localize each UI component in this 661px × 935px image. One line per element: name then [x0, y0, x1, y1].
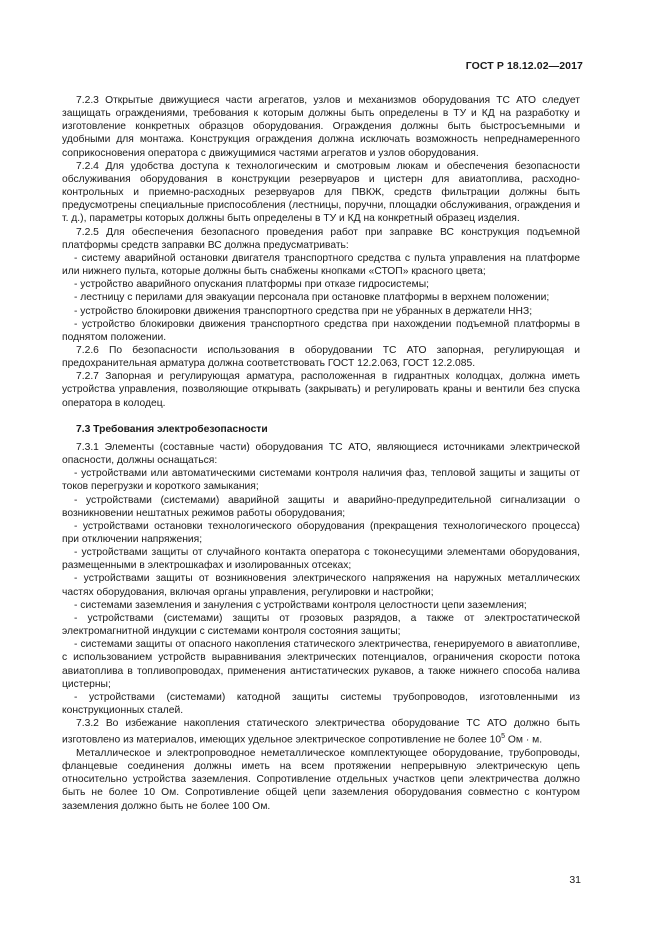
- paragraph-7-2-6: 7.2.6 По безопасности использования в оборудовании ТС АТО запорная, регулирующая и предохранительная арматура должна соответствовать ГОСТ 12.2.063, ГОСТ 12.2.085.: [62, 344, 580, 370]
- list-item: - лестницу с перилами для эвакуации персонала при остановке платформы в верхнем положении;: [74, 292, 550, 304]
- paragraph-7-2-5: 7.2.5 Для обеспечения безопасного проведения работ при заправке ВС конструкция подъемной платформы средств заправки ВС должна предусматривать:: [62, 226, 580, 251]
- standard-header: ГОСТ Р 18.12.02—2017: [465, 60, 583, 72]
- paragraph-7-3-2-text: 7.3.2 Во избежание накопления статического электричества оборудование ТС АТО должно быть изготовлено из материалов, имеющих удельное электрическое сопротивление не более 10: [62, 718, 580, 746]
- paragraph-7-3-2: [62, 717, 580, 747]
- paragraph-7-3-1: 7.3.1 Элементы (составные части) оборудования ТС АТО, являющиеся источниками электрической опасности, должны оснащаться:: [62, 441, 580, 467]
- section-heading: 7.3 Требования электробезопасности: [76, 423, 268, 435]
- list-item: - систему аварийной остановки двигателя транспортного средства с пульта управления на платформе или нижнего пульта, которые должны быть снабжены кнопками «СТОП» красного цвета;: [62, 252, 580, 278]
- list-item: - устройствами остановки технологического оборудования (прекращения технологического процесса) при отключении напряжения;: [62, 520, 580, 545]
- list-item: - системами заземления и зануления с устройствами контроля целостности цепи заземления;: [74, 599, 527, 611]
- list-item: - устройствами (системами) аварийной защиты и аварийно-предупредительной сигнализации о возникновении нештатных режимов работы оборудования;: [62, 494, 580, 519]
- list-item: - устройствами (системами) защиты от грозовых разрядов, а также от электростатической электромагнитной индукции с системами контроля состояния защиты;: [62, 612, 580, 638]
- list-item: - устройствами или автоматическими системами контроля наличия фаз, тепловой защиты и защиты от токов перегрузки и короткого замыкания;: [62, 468, 580, 493]
- list-item: - устройство блокировки движения транспортного средства при нахождении подъемной платформы в поднятом положении.: [62, 318, 580, 343]
- document-body: [62, 94, 580, 813]
- list-item: - системами защиты от опасного накопления статического электричества, генерируемого в авиатопливе, с использованием устройств выравнивания электрических потенциалов, ограничения скорости потока авиатоплива в топливопроводах, применения антистатических рукавов, а также нижнего способа налива цистерны;: [62, 639, 580, 690]
- paragraph-7-2-3: 7.2.3 Открытые движущиеся части агрегатов, узлов и механизмов оборудования ТС АТО следует защищать ограждениями, требования к которым должны быть определены в ТУ и КД на разработку и изготовление конкретных образцов оборудования. Ограждения должны быть быстросъемными и удобными для монтажа. Конструкция ограждения должна исключать возможность непреднамеренного соприкосновения оператора с движущимися частями агрегатов и узлов оборудования.: [62, 95, 580, 159]
- list-item: - устройство блокировки движения транспортного средства при не убранных в держатели ННЗ;: [74, 305, 533, 317]
- list-item: - устройствами защиты от случайного контакта оператора с токонесущими элементами оборудования, размещенными в электрошкафах и изолированных отсеках;: [62, 547, 580, 572]
- list-item: - устройствами (системами) катодной защиты системы трубопроводов, изготовленными из конструкционных сталей.: [62, 691, 580, 717]
- paragraph-7-2-4: 7.2.4 Для удобства доступа к технологическим и смотровым люкам и обеспечения безопасности обслуживания оборудования в конструкции резервуаров и цистерн для авиатоплива, расходно-контрольных и приемно-расходных резервуаров для ПВКЖ, средств фильтрации должны быть предусмотрены специальные приспособления (лестницы, поручни, площадки обслуживания, ограждения и т. д.), параметры которых должны быть определены в ТУ и КД на конкретный образец изделия.: [62, 160, 580, 225]
- paragraph-grounding: Металлическое и электропроводное неметаллическое комплектующее оборудование, трубопроводы, фланцевые соединения должны иметь на всем протяжении непрерывную электрическую цепь относительно устройства заземления. Сопротивление отдельных участков цепи электричества должно быть не более 10 Ом. Сопротивление общей цепи заземления оборудования совместно с контуром заземления должно быть не более 100 Ом.: [62, 747, 580, 812]
- exponent: 5: [501, 733, 506, 741]
- list-item: - устройство аварийного опускания платформы при отказе гидросистемы;: [74, 279, 430, 291]
- paragraph-7-3-2-unit: Ом · м.: [505, 734, 543, 746]
- list-item: - устройствами защиты от возникновения электрического напряжения на наружных металлических частях оборудования, включая органы управления, регулировки и настройки;: [62, 573, 580, 598]
- paragraph-7-2-7: 7.2.7 Запорная и регулирующая арматура, расположенная в гидрантных колодцах, должна иметь устройства управления, позволяющие открывать (закрывать) и регулировать краны и вентили без спуска оператора в колодец.: [62, 371, 580, 409]
- page-number: 31: [569, 874, 581, 886]
